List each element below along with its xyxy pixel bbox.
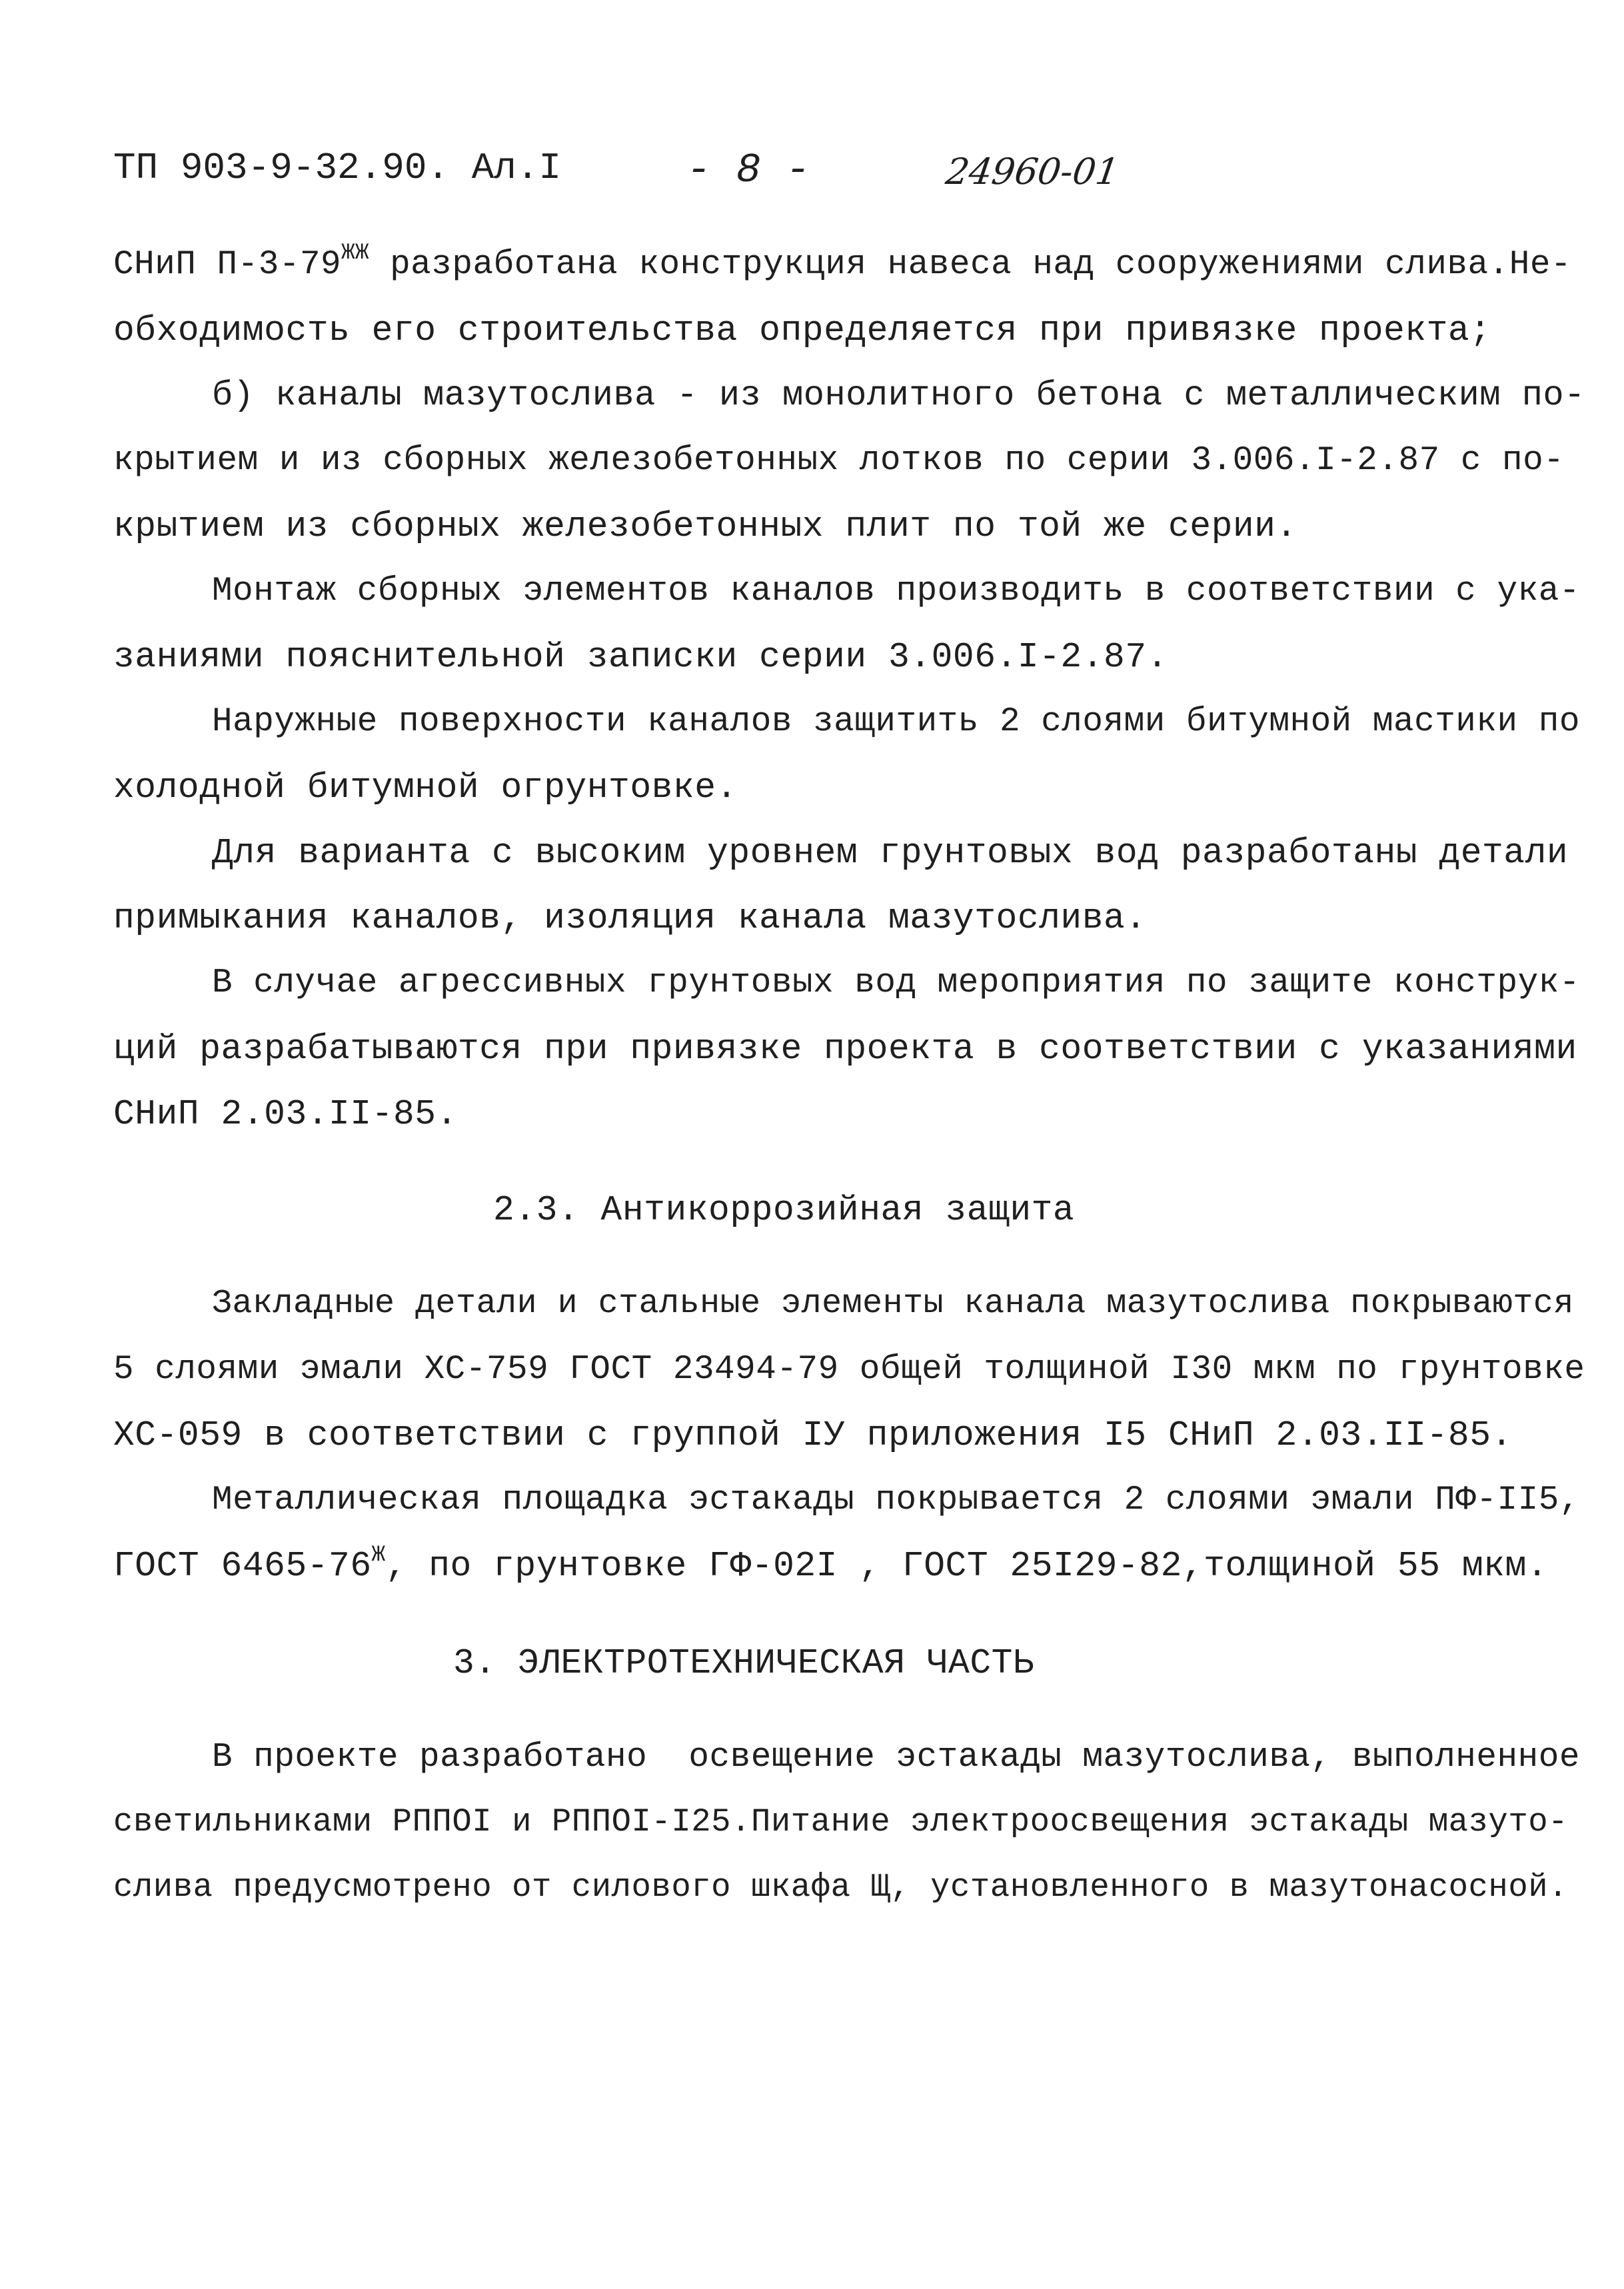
text-line: 5 слоями эмали ХС-759 ГОСТ 23494-79 общей толщиной I30 мкм по грунтовке: [113, 1351, 1585, 1389]
text-line: крытием и из сборных железобетонных лотков по серии 3.006.I-2.87 с по-: [113, 442, 1565, 480]
superscript-mark: ЖЖ: [341, 241, 369, 266]
text-line: [113, 241, 1572, 284]
text-line: Закладные детали и стальные элементы канала мазутослива покрываются: [212, 1285, 1574, 1323]
text-line: Металлическая площадка эстакады покрывается 2 слоями эмали ПФ-II5,: [212, 1481, 1580, 1519]
text-line: заниями пояснительной записки серии 3.006.I-2.87.: [113, 637, 1168, 677]
text-line: В случае агрессивных грунтовых вод мероприятия по защите конструк-: [212, 964, 1580, 1002]
superscript-mark: Ж: [371, 1543, 386, 1568]
section-heading: 3. ЭЛЕКТРОТЕХНИЧЕСКАЯ ЧАСТЬ: [453, 1643, 1035, 1683]
text-line: крытием из сборных железобетонных плит по той же серии.: [113, 506, 1297, 546]
text-line: примыкания каналов, изоляция канала мазутослива.: [113, 898, 1147, 938]
text-line: б) каналы мазутослива - из монолитного бетона с металлическим по-: [212, 376, 1585, 415]
text-line: СНиП 2.03.II-85.: [113, 1094, 458, 1134]
text-fragment: , по грунтовке ГФ-02I , ГОСТ 25I29-82,толщиной 55 мкм.: [385, 1546, 1549, 1586]
text-line: Наружные поверхности каналов защитить 2 слоями битумной мастики по: [212, 703, 1580, 741]
text-line: [113, 1543, 1549, 1586]
text-line: Монтаж сборных элементов каналов производить в соответствии с ука-: [212, 572, 1580, 610]
text-line: ХС-059 в соответствии с группой IУ приложения I5 СНиП 2.03.II-85.: [113, 1415, 1513, 1455]
text-line: В проекте разработано освещение эстакады мазутослива, выполненное: [212, 1739, 1580, 1777]
text-line: Для варианта с высоким уровнем грунтовых вод разработаны детали: [212, 833, 1569, 873]
text-line: обходимость его строительства определяется при привязке проекта;: [113, 311, 1491, 351]
text-line: слива предусмотрено от силового шкафа Щ, установленного в мазутонасосной.: [113, 1869, 1569, 1906]
section-heading: 2.3. Антикоррозийная защита: [493, 1190, 1075, 1230]
page-number: - 8 -: [686, 147, 811, 194]
text-line: ций разрабатываются при привязке проекта в соответствии с указаниями: [113, 1029, 1577, 1069]
text-fragment: СНиП П-3-79: [113, 246, 342, 284]
inventory-number: 24960-01: [943, 151, 1122, 193]
text-fragment: ГОСТ 6465-76: [113, 1546, 372, 1586]
text-line: светильниками РППОI и РППОI-I25.Питание электроосвещения эстакады мазуто-: [113, 1803, 1569, 1841]
text-fragment: разработана конструкция навеса над сооружениями слива.Не-: [369, 246, 1572, 284]
page-header: [0, 147, 1624, 200]
text-line: холодной битумной огрунтовке.: [113, 768, 738, 808]
document-code: ТП 903-9-32.90. Ал.I: [113, 147, 562, 189]
